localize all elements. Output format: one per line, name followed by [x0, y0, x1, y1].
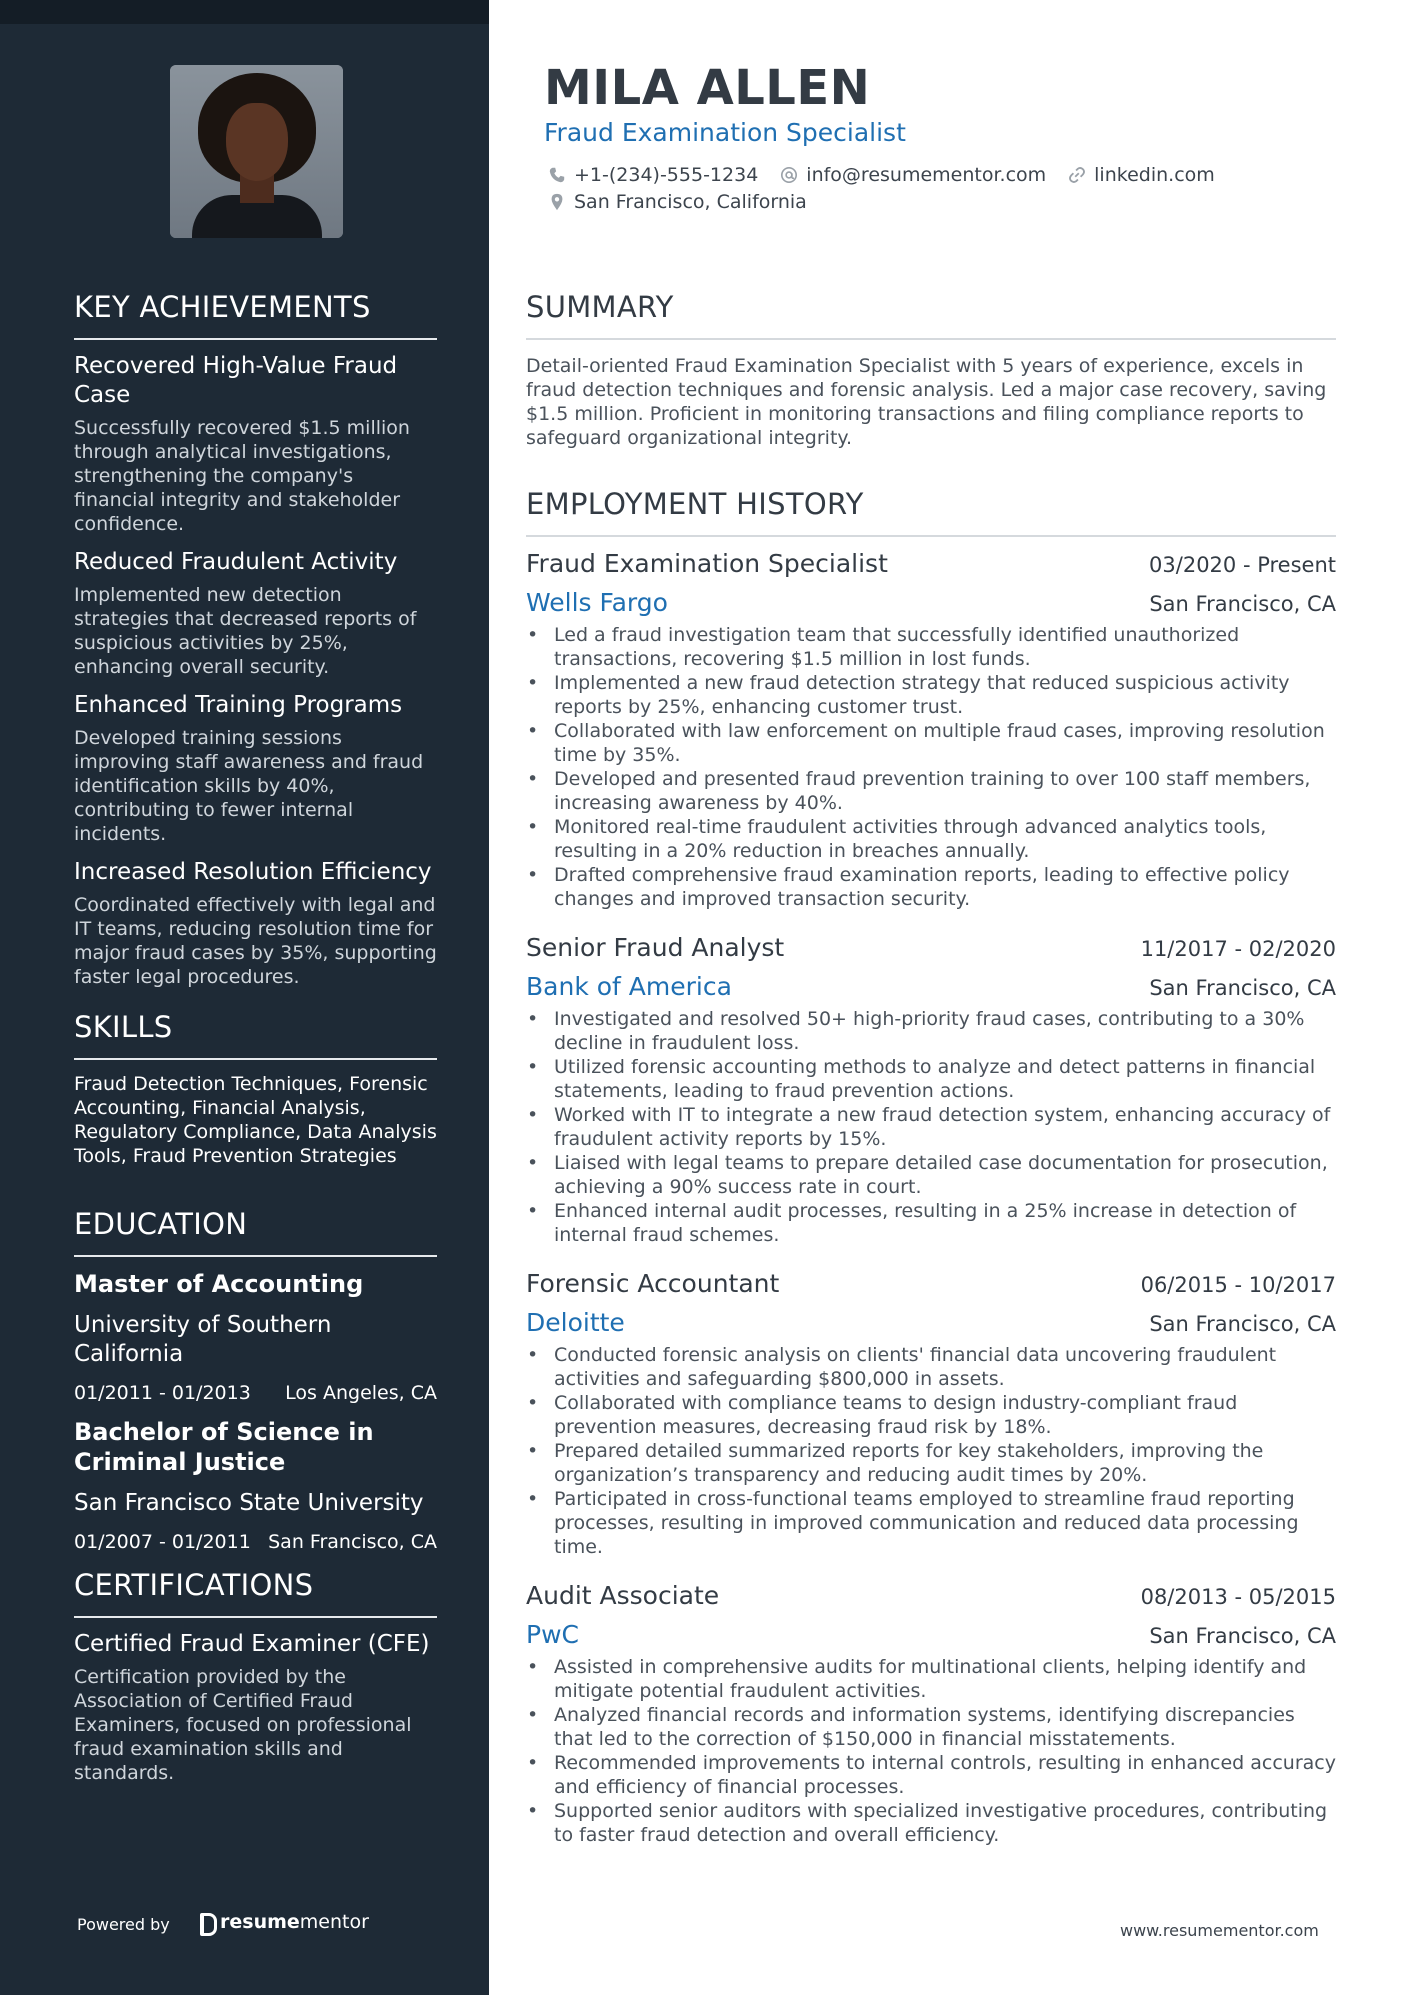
- job-bullets: [526, 623, 1336, 911]
- employment-section: [526, 487, 1336, 1847]
- linkedin-item[interactable]: [1068, 164, 1215, 186]
- job-bullets: [526, 1655, 1336, 1847]
- job-bullet: • Investigated and resolved 50+ high-priority fraud cases, contributing to a 30% decline in fraudulent loss.: [526, 1007, 1336, 1055]
- job-bullet: • Developed and presented fraud prevention training to over 100 staff members, increasing awareness by 40%.: [526, 767, 1336, 815]
- job-bullet: • Supported senior auditors with specialized investigative procedures, contributing to faster fraud detection and overall efficiency.: [526, 1799, 1336, 1847]
- job-bullet: • Collaborated with law enforcement on multiple fraud cases, improving resolution time by 35%.: [526, 719, 1336, 767]
- location-item: [548, 191, 807, 213]
- job-bullet: • Liaised with legal teams to prepare detailed case documentation for prosecution, achieving a 90% success rate in court.: [526, 1151, 1336, 1199]
- job-bullet: • Conducted forensic analysis on clients' financial data uncovering fraudulent activities and safeguarding $800,000 in assets.: [526, 1343, 1336, 1391]
- job-company: Wells Fargo: [526, 588, 668, 617]
- job-entry: [526, 1581, 1336, 1847]
- job-bullet: • Collaborated with compliance teams to design industry-compliant fraud prevention measures, decreasing fraud risk by 18%.: [526, 1391, 1336, 1439]
- phone-icon: [548, 166, 566, 184]
- job-bullet: • Assisted in comprehensive audits for multinational clients, helping identify and mitigate potential fraudulent activities.: [526, 1655, 1336, 1703]
- education-location: San Francisco, CA: [268, 1531, 437, 1553]
- achievement-desc: Coordinated effectively with legal and IT teams, reducing resolution time for major fraud cases by 35%, supporting faster legal procedures.: [74, 894, 437, 988]
- contact-row: [548, 164, 1237, 186]
- achievement-item: [74, 691, 437, 846]
- phone-text: +1-(234)-555-1234: [574, 164, 759, 186]
- education-item: [74, 1269, 437, 1405]
- job-location: San Francisco, CA: [1149, 1312, 1336, 1336]
- education-dates: 01/2007 - 01/2011: [74, 1531, 251, 1553]
- job-bullet: • Participated in cross-functional teams employed to streamline fraud reporting processes, resulting in improved communication and reduced data processing time.: [526, 1487, 1336, 1559]
- job-entry: [526, 1269, 1336, 1559]
- job-dates: 06/2015 - 10/2017: [1140, 1273, 1336, 1297]
- job-bullet: • Monitored real-time fraudulent activities through advanced analytics tools, resulting in a 20% reduction in breaches annually.: [526, 815, 1336, 863]
- education-location: Los Angeles, CA: [285, 1382, 437, 1404]
- footer-url-link[interactable]: www.resumementor.com: [1120, 1921, 1319, 1940]
- education-school: University of Southern California: [74, 1312, 332, 1367]
- summary-heading: SUMMARY: [526, 290, 1336, 340]
- job-title: Fraud Examination Specialist: [526, 549, 888, 578]
- job-bullet: • Implemented a new fraud detection strategy that reduced suspicious activity reports by 25%, enhancing customer trust.: [526, 671, 1336, 719]
- education-school: San Francisco State University: [74, 1490, 424, 1516]
- certifications-heading: CERTIFICATIONS: [74, 1568, 437, 1618]
- location-text: San Francisco, California: [574, 191, 807, 213]
- achievement-desc: Developed training sessions improving staff awareness and fraud identification skills by 40%, contributing to fewer internal incidents.: [74, 727, 424, 845]
- job-dates: 11/2017 - 02/2020: [1140, 937, 1336, 961]
- job-dates: 08/2013 - 05/2015: [1140, 1585, 1336, 1609]
- job-title: Audit Associate: [526, 1581, 720, 1610]
- job-title: Senior Fraud Analyst: [526, 933, 785, 962]
- job-location: San Francisco, CA: [1149, 976, 1336, 1000]
- certification-title: Certified Fraud Examiner (CFE): [74, 1631, 430, 1657]
- achievement-item: [74, 352, 437, 536]
- certification-desc: Certification provided by the Association of Certified Fraud Examiners, focused on professional fraud examination skills and standards.: [74, 1666, 412, 1784]
- skills-heading: SKILLS: [74, 1010, 437, 1060]
- candidate-title: Fraud Examination Specialist: [544, 118, 906, 147]
- job-entry: [526, 549, 1336, 911]
- email-text: info@resumementor.com: [806, 164, 1047, 186]
- brand-name-bold: resume: [220, 1911, 300, 1933]
- candidate-name: MILA ALLEN: [544, 60, 871, 116]
- achievements-heading: KEY ACHIEVEMENTS: [74, 290, 437, 340]
- job-bullet: • Utilized forensic accounting methods to analyze and detect patterns in financial statements, leading to fraud prevention actions.: [526, 1055, 1336, 1103]
- employment-heading: EMPLOYMENT HISTORY: [526, 487, 1336, 537]
- achievement-item: [74, 858, 437, 989]
- job-title: Forensic Accountant: [526, 1269, 780, 1298]
- job-bullets: [526, 1007, 1336, 1247]
- profile-photo: [170, 65, 343, 238]
- achievement-title: Reduced Fraudulent Activity: [74, 549, 398, 575]
- summary-text: Detail-oriented Fraud Examination Specialist with 5 years of experience, excels in fraud detection techniques and forensic analysis. Led a major case recovery, saving $1.5 million. Proficient in monitoring transactions and filing compliance reports to safeguard organizational integrity.: [526, 355, 1327, 449]
- job-bullet: • Drafted comprehensive fraud examination reports, leading to effective policy changes and improved transaction security.: [526, 863, 1336, 911]
- achievement-desc: Successfully recovered $1.5 million through analytical investigations, strengthening the company's financial integrity and stakeholder confidence.: [74, 417, 410, 535]
- education-degree: Master of Accounting: [74, 1270, 364, 1298]
- achievement-desc: Implemented new detection strategies that decreased reports of suspicious activities by 25%, enhancing overall security.: [74, 584, 417, 678]
- job-bullet: • Recommended improvements to internal controls, resulting in enhanced accuracy and efficiency of financial processes.: [526, 1751, 1336, 1799]
- skills-list: Fraud Detection Techniques, Forensic Accounting, Financial Analysis, Regulatory Compliance, Data Analysis Tools, Fraud Prevention Strategies: [74, 1073, 437, 1167]
- linkedin-text: linkedin.com: [1094, 164, 1215, 186]
- education-item: [74, 1417, 437, 1554]
- location-row: [548, 191, 829, 213]
- powered-by-label: Powered by: [77, 1915, 170, 1934]
- achievement-title: Enhanced Training Programs: [74, 692, 403, 718]
- achievements-section: [74, 290, 437, 989]
- achievement-title: Recovered High-Value Fraud Case: [74, 353, 398, 408]
- link-icon: [1068, 166, 1086, 184]
- achievement-title: Increased Resolution Efficiency: [74, 859, 432, 885]
- job-entry: [526, 933, 1336, 1247]
- job-bullet: • Analyzed financial records and information systems, identifying discrepancies that led to the correction of $150,000 in financial misstatements.: [526, 1703, 1336, 1751]
- job-bullet: • Worked with IT to integrate a new fraud detection system, enhancing accuracy of fraudulent activity reports by 15%.: [526, 1103, 1336, 1151]
- education-dates: 01/2011 - 01/2013: [74, 1382, 251, 1404]
- certifications-section: [74, 1568, 437, 1785]
- job-bullet: • Prepared detailed summarized reports for key stakeholders, improving the organization’s transparency and reducing audit times by 20%.: [526, 1439, 1336, 1487]
- brand-logo[interactable]: [198, 1911, 369, 1933]
- education-heading: EDUCATION: [74, 1207, 437, 1257]
- education-section: [74, 1207, 437, 1554]
- job-company: Deloitte: [526, 1308, 625, 1337]
- job-bullet: • Enhanced internal audit processes, resulting in a 25% increase in detection of internal fraud schemes.: [526, 1199, 1336, 1247]
- summary-section: [526, 290, 1336, 450]
- job-bullets: [526, 1343, 1336, 1559]
- job-company: PwC: [526, 1620, 579, 1649]
- map-pin-icon: [548, 193, 566, 211]
- job-location: San Francisco, CA: [1149, 1624, 1336, 1648]
- at-icon: [780, 166, 798, 184]
- email-item[interactable]: [780, 164, 1046, 186]
- sidebar: [0, 0, 489, 1995]
- brand-name-rest: mentor: [299, 1911, 369, 1933]
- sidebar-top-strip: [0, 0, 489, 24]
- education-degree: Bachelor of Science in Criminal Justice: [74, 1418, 374, 1476]
- brand-logo-icon: [198, 1912, 214, 1932]
- job-bullet: • Led a fraud investigation team that successfully identified unauthorized transactions, recovering $1.5 million in lost funds.: [526, 623, 1336, 671]
- achievement-item: [74, 548, 437, 679]
- job-location: San Francisco, CA: [1149, 592, 1336, 616]
- skills-section: [74, 1010, 437, 1168]
- phone-item[interactable]: [548, 164, 758, 186]
- job-company: Bank of America: [526, 972, 732, 1001]
- main-content: [489, 0, 1410, 1995]
- job-dates: 03/2020 - Present: [1149, 553, 1336, 577]
